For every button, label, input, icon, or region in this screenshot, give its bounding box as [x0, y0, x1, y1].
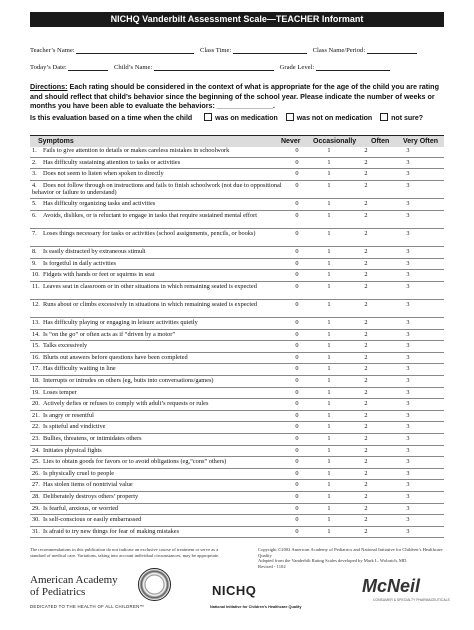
checkbox-icon[interactable]: [380, 113, 388, 121]
symptom-number: 19.: [32, 388, 40, 396]
rating-option[interactable]: 2: [364, 158, 368, 166]
symptom-text: [32, 354, 287, 362]
rating-option[interactable]: 1: [327, 446, 331, 454]
symptom-number: 24.: [32, 446, 40, 454]
on-medication-label: was on medication: [215, 115, 278, 122]
symptom-text: [32, 423, 287, 431]
rating-option[interactable]: 0: [295, 377, 299, 385]
rating-option[interactable]: 1: [327, 377, 331, 385]
table-row: [30, 199, 444, 211]
symptom-description: Blurts out answers before questions have been completed: [43, 353, 188, 361]
rating-option[interactable]: 1: [327, 469, 331, 477]
rating-option[interactable]: 2: [364, 435, 368, 443]
rating-option[interactable]: 2: [364, 353, 368, 361]
teacher-name-label: Teacher’s Name:: [30, 47, 75, 54]
symptom-description: Fidgets with hands or feet or squirms in seat: [43, 271, 155, 279]
rating-option[interactable]: 1: [327, 458, 331, 466]
not-on-medication-label: was not on medication: [296, 115, 373, 122]
rating-option[interactable]: 0: [295, 211, 299, 219]
rating-option[interactable]: 3: [406, 147, 410, 154]
symptom-description: Does not follow through on instructions and fails to finish schoolwork (not due to oppositional behavior or failure to understand): [32, 181, 282, 197]
symptom-number: 1.: [32, 147, 37, 154]
rating-option[interactable]: 0: [295, 365, 299, 373]
rating-option[interactable]: 1: [327, 365, 331, 373]
symptom-number: 8.: [32, 247, 37, 255]
symptom-text: [32, 170, 287, 178]
rating-option[interactable]: 3: [406, 271, 410, 279]
rating-option[interactable]: 0: [295, 493, 299, 500]
rating-option[interactable]: 2: [364, 319, 368, 327]
rating-option[interactable]: 2: [364, 516, 368, 524]
evaluation-question-text: Is this evaluation based on a time when the child: [30, 115, 193, 122]
symptom-number: 6.: [32, 211, 37, 219]
rating-option[interactable]: 1: [327, 504, 331, 512]
symptom-description: Talks excessively: [43, 342, 88, 350]
symptom-description: Is fearful, anxious, or worried: [43, 504, 119, 512]
symptom-number: 30.: [32, 516, 40, 524]
aap-logo: [30, 574, 144, 613]
rating-option[interactable]: 2: [364, 330, 368, 338]
on-medication-option[interactable]: [204, 115, 278, 122]
rating-option[interactable]: 2: [364, 211, 368, 219]
teacher-name-field[interactable]: [76, 46, 194, 54]
symptom-text: [32, 283, 287, 291]
symptom-description: Is “on the go” or often acts as if “driven by a motor”: [43, 330, 176, 338]
rating-option[interactable]: 1: [327, 259, 331, 267]
rating-option[interactable]: 3: [406, 365, 410, 373]
rating-option[interactable]: 2: [364, 229, 368, 237]
table-row: [30, 300, 444, 318]
symptom-description: Has difficulty sustaining attention to tasks or activities: [43, 158, 181, 166]
rating-option[interactable]: 2: [364, 469, 368, 477]
symptom-text: [32, 200, 287, 208]
not-on-medication-option[interactable]: [286, 115, 372, 122]
rating-option[interactable]: 1: [327, 158, 331, 166]
rating-option[interactable]: 3: [406, 388, 410, 396]
rating-option[interactable]: 2: [364, 388, 368, 396]
checkbox-icon[interactable]: [286, 113, 294, 121]
symptom-text: [32, 147, 287, 155]
table-row: [30, 376, 444, 388]
rating-option[interactable]: 1: [327, 170, 331, 178]
symptom-description: Deliberately destroys others’ property: [43, 493, 139, 500]
rating-option[interactable]: 2: [364, 527, 368, 535]
directions-label: Directions:: [30, 82, 68, 91]
symptom-text: [32, 342, 287, 350]
table-row: [30, 282, 444, 300]
rating-option[interactable]: 2: [364, 423, 368, 431]
table-row: [30, 388, 444, 400]
symptom-description: Interrupts or intrudes on others (eg, butts into conversations/games): [43, 377, 214, 385]
symptom-text: [32, 470, 287, 478]
symptom-description: Is angry or resentful: [43, 411, 94, 419]
symptom-text: [32, 435, 287, 443]
rating-option[interactable]: 0: [295, 330, 299, 338]
symptom-number: 13.: [32, 319, 40, 327]
symptom-text: [32, 377, 287, 385]
symptom-number: 4.: [32, 181, 37, 189]
rating-option[interactable]: 2: [364, 282, 368, 290]
rating-option[interactable]: 0: [295, 158, 299, 166]
child-name-field[interactable]: [154, 63, 274, 71]
rating-option[interactable]: 0: [295, 469, 299, 477]
symptom-number: 25.: [32, 458, 40, 466]
rating-option[interactable]: 1: [327, 147, 331, 154]
class-period-field[interactable]: [367, 46, 417, 54]
rating-option[interactable]: 0: [295, 411, 299, 419]
fields-row-1: [30, 46, 444, 54]
symptom-text: [32, 212, 287, 220]
table-row: [30, 181, 444, 199]
symptom-number: 21.: [32, 411, 40, 419]
rating-option[interactable]: 2: [364, 481, 368, 489]
symptom-number: 28.: [32, 493, 40, 500]
symptom-number: 26.: [32, 469, 40, 477]
symptom-number: 23.: [32, 435, 40, 443]
child-name-label: Child’s Name:: [114, 64, 153, 71]
symptom-number: 20.: [32, 400, 40, 408]
rating-option[interactable]: 1: [327, 211, 331, 219]
rating-option[interactable]: 2: [364, 342, 368, 350]
rating-option[interactable]: 1: [327, 493, 331, 500]
rating-option[interactable]: 3: [406, 377, 410, 385]
copyright-text: Copyright ©2002 American Academy of Pediatrics and National Initiative for Children’s Healthcare Quality: [258, 547, 443, 558]
symptom-number: 16.: [32, 353, 40, 361]
rating-option[interactable]: 3: [406, 300, 410, 308]
rating-option[interactable]: 0: [295, 342, 299, 350]
table-row: [30, 146, 444, 158]
rating-option[interactable]: 1: [327, 300, 331, 308]
symptom-text: [32, 493, 287, 501]
todays-date-label: Today’s Date:: [30, 64, 67, 71]
rating-option[interactable]: 0: [295, 481, 299, 489]
rating-option[interactable]: 2: [364, 181, 368, 189]
copyright-block: [258, 547, 446, 569]
symptom-number: 17.: [32, 365, 40, 373]
rating-option[interactable]: 0: [295, 247, 299, 255]
symptom-description: Runs about or climbs excessively in situations in which remaining seated is expected: [43, 300, 258, 308]
table-row: [30, 411, 444, 423]
symptom-text: [32, 230, 287, 238]
header-often: Often: [371, 138, 390, 145]
symptom-text: [32, 182, 287, 197]
symptom-text: [32, 365, 287, 373]
fields-row-2: [30, 63, 444, 71]
rating-option[interactable]: 3: [406, 458, 410, 466]
table-row: [30, 480, 444, 492]
table-row: [30, 330, 444, 342]
aap-line1: American Academy: [30, 574, 118, 586]
rating-option[interactable]: 1: [327, 247, 331, 255]
rating-option[interactable]: 3: [406, 342, 410, 350]
rating-option[interactable]: 3: [406, 411, 410, 419]
directions-text: Each rating should be considered in the context of what is appropriate for the age of the child you are rating and should reflect that child’s behavior since the beginning of the school year. Please indicate the number of weeks or months you have been able to evaluate the behaviors: ______________.: [30, 82, 439, 110]
rating-option[interactable]: 3: [406, 435, 410, 443]
symptom-number: 14.: [32, 330, 40, 338]
nichq-subtitle: National Initiative for Children’s Healthcare Quality: [210, 605, 302, 609]
symptom-description: Leaves seat in classroom or in other situations in which remaining seated is expected: [43, 282, 257, 290]
symptom-description: Is self-conscious or easily embarrassed: [43, 516, 142, 524]
symptom-text: [32, 301, 287, 309]
rating-option[interactable]: 1: [327, 411, 331, 419]
symptom-text: [32, 389, 287, 397]
table-row: [30, 158, 444, 170]
rating-option[interactable]: 2: [364, 504, 368, 512]
symptom-description: Is spiteful and vindictive: [43, 423, 106, 431]
rating-option[interactable]: 2: [364, 446, 368, 454]
rating-option[interactable]: 3: [406, 527, 410, 535]
rating-option[interactable]: 0: [295, 259, 299, 267]
rating-option[interactable]: 1: [327, 229, 331, 237]
symptom-description: Has stolen items of nontrivial value: [43, 481, 133, 489]
rating-option[interactable]: 2: [364, 458, 368, 466]
symptom-text: [32, 481, 287, 489]
rating-option[interactable]: 3: [406, 282, 410, 290]
mcneil-logo: McNeil: [362, 576, 421, 596]
rating-option[interactable]: 2: [364, 300, 368, 308]
rating-option[interactable]: 0: [295, 423, 299, 431]
table-row: [30, 422, 444, 434]
grade-level-label: Grade Level:: [279, 64, 315, 71]
rating-option[interactable]: 3: [406, 259, 410, 267]
nichq-logo: NICHQ: [212, 583, 257, 598]
rating-option[interactable]: 0: [295, 271, 299, 279]
aap-line2: of Pediatrics: [30, 586, 86, 598]
rating-option[interactable]: 2: [364, 147, 368, 154]
rating-option[interactable]: 0: [295, 527, 299, 535]
rating-option[interactable]: 1: [327, 353, 331, 361]
rating-option[interactable]: 0: [295, 319, 299, 327]
evaluation-question: [30, 113, 444, 122]
symptom-description: Lies to obtain goods for favors or to avoid obligations (eg,“cons” others): [43, 458, 227, 466]
symptom-description: Is easily distracted by extraneous stimuli: [43, 247, 146, 255]
symptom-number: 31.: [32, 527, 40, 535]
rating-option[interactable]: 0: [295, 400, 299, 408]
symptom-description: Bullies, threatens, or intimidates others: [43, 435, 142, 443]
rating-option[interactable]: 1: [327, 271, 331, 279]
symptom-text: [32, 516, 287, 524]
symptom-number: 10.: [32, 271, 40, 279]
rating-option[interactable]: 3: [406, 211, 410, 219]
class-time-field[interactable]: [233, 46, 307, 54]
table-row: [30, 353, 444, 365]
rating-option[interactable]: 2: [364, 271, 368, 279]
symptom-number: 12.: [32, 300, 40, 308]
symptom-description: Has difficulty waiting in line: [43, 365, 116, 373]
table-row: [30, 457, 444, 469]
table-row: [30, 469, 444, 481]
symptom-description: Fails to give attention to details or makes careless mistakes in schoolwork: [43, 147, 230, 154]
symptom-description: Actively defies or refuses to comply with adult’s requests or rules: [43, 400, 209, 408]
rating-option[interactable]: 0: [295, 199, 299, 207]
rating-option[interactable]: 2: [364, 247, 368, 255]
table-row: [30, 492, 444, 504]
rating-option[interactable]: 1: [327, 527, 331, 535]
rating-option[interactable]: 1: [327, 181, 331, 189]
rating-option[interactable]: 1: [327, 400, 331, 408]
rating-option[interactable]: 2: [364, 199, 368, 207]
symptom-number: 2.: [32, 158, 37, 166]
not-sure-label: not sure?: [391, 115, 424, 122]
rating-option[interactable]: 3: [406, 170, 410, 178]
symptom-description: Does not seem to listen when spoken to directly: [43, 170, 164, 178]
symptom-text: [32, 319, 287, 327]
symptom-text: [32, 248, 287, 256]
symptom-number: 15.: [32, 342, 40, 350]
rating-option[interactable]: 0: [295, 229, 299, 237]
symptom-text: [32, 528, 287, 536]
header-very-often: Very Often: [403, 138, 439, 145]
symptom-text: [32, 505, 287, 513]
class-period-label: Class Name/Period:: [312, 47, 366, 54]
rating-option[interactable]: 1: [327, 342, 331, 350]
rating-option[interactable]: 0: [295, 181, 299, 189]
symptom-description: Initiates physical fights: [43, 446, 102, 454]
symptom-text: [32, 271, 287, 279]
form-title: NICHQ Vanderbilt Assessment Scale—TEACHER Informant: [30, 12, 444, 27]
table-row: [30, 446, 444, 458]
rating-option[interactable]: 3: [406, 446, 410, 454]
not-sure-option[interactable]: [380, 115, 423, 122]
symptom-text: [32, 447, 287, 455]
symptom-number: 29.: [32, 504, 40, 512]
rating-option[interactable]: 1: [327, 435, 331, 443]
symptom-description: Loses things necessary for tasks or activities (school assignments, pencils, or books): [43, 229, 256, 237]
symptom-number: 18.: [32, 377, 40, 385]
rating-option[interactable]: 3: [406, 423, 410, 431]
symptom-text: [32, 400, 287, 408]
rating-option[interactable]: 0: [295, 446, 299, 454]
rating-option[interactable]: 3: [406, 229, 410, 237]
symptom-description: Avoids, dislikes, or is reluctant to engage in tasks that require sustained mental effort: [43, 211, 257, 219]
rating-option[interactable]: 3: [406, 319, 410, 327]
rating-option[interactable]: 3: [406, 400, 410, 408]
rating-option[interactable]: 3: [406, 493, 410, 500]
aap-seal-icon: [138, 568, 171, 601]
rating-option[interactable]: 2: [364, 400, 368, 408]
adapted-text: Adapted from the Vanderbilt Rating Scales developed by Mark L. Wolraich, MD.: [258, 558, 408, 564]
rating-option[interactable]: 1: [327, 388, 331, 396]
table-row: [30, 211, 444, 229]
rating-option[interactable]: 3: [406, 181, 410, 189]
table-row: [30, 169, 444, 181]
symptom-description: Loses temper: [43, 388, 77, 396]
symptom-number: 5.: [32, 199, 37, 207]
rating-option[interactable]: 0: [295, 353, 299, 361]
header-never: Never: [281, 138, 301, 145]
rating-option[interactable]: 1: [327, 199, 331, 207]
class-time-label: Class Time:: [199, 47, 232, 54]
rating-option[interactable]: 2: [364, 411, 368, 419]
symptom-number: 11.: [32, 282, 40, 290]
symptom-text: [32, 159, 287, 167]
rating-option[interactable]: 3: [406, 469, 410, 477]
table-row: [30, 247, 444, 259]
rating-option[interactable]: 0: [295, 170, 299, 178]
table-row: [30, 318, 444, 330]
rating-option[interactable]: 0: [295, 458, 299, 466]
rating-option[interactable]: 1: [327, 481, 331, 489]
rating-option[interactable]: 0: [295, 435, 299, 443]
rating-option[interactable]: 3: [406, 504, 410, 512]
rating-option[interactable]: 0: [295, 504, 299, 512]
rating-option[interactable]: 1: [327, 319, 331, 327]
table-row: [30, 270, 444, 282]
table-row: [30, 259, 444, 271]
rating-option[interactable]: 0: [295, 516, 299, 524]
rating-option[interactable]: 2: [364, 493, 368, 500]
symptom-description: Is forgetful in daily activities: [43, 259, 116, 267]
table-row: [30, 527, 444, 539]
table-row: [30, 434, 444, 446]
rating-option[interactable]: 3: [406, 353, 410, 361]
symptom-description: Is afraid to try new things for fear of making mistakes: [43, 527, 180, 535]
symptom-number: 9.: [32, 259, 37, 267]
rating-option[interactable]: 3: [406, 199, 410, 207]
header-symptoms: Symptoms: [38, 138, 74, 145]
table-row: [30, 504, 444, 516]
rating-option[interactable]: 3: [406, 516, 410, 524]
rating-option[interactable]: 2: [364, 365, 368, 373]
symptom-description: Has difficulty playing or engaging in leisure activities quietly: [43, 319, 198, 327]
symptom-description: Has difficulty organizing tasks and activities: [43, 199, 156, 207]
rating-option[interactable]: 0: [295, 388, 299, 396]
symptom-number: 3.: [32, 170, 37, 178]
rating-option[interactable]: 0: [295, 300, 299, 308]
directions: [30, 82, 444, 111]
rating-option[interactable]: 3: [406, 330, 410, 338]
symptom-number: 22.: [32, 423, 40, 431]
rating-option[interactable]: 1: [327, 282, 331, 290]
table-row: [30, 341, 444, 353]
rating-option[interactable]: 0: [295, 147, 299, 154]
table-row: [30, 515, 444, 527]
rating-option[interactable]: 2: [364, 259, 368, 267]
mcneil-subtitle: CONSUMER & SPECIALTY PHARMACEUTICALS: [373, 598, 450, 602]
revised-text: Revised - 1102: [258, 563, 286, 569]
symptom-text: [32, 331, 287, 339]
rating-option[interactable]: 3: [406, 158, 410, 166]
aap-tagline: DEDICATED TO THE HEALTH OF ALL CHILDREN™: [30, 604, 145, 609]
todays-date-field[interactable]: [68, 63, 108, 71]
symptom-description: Is physically cruel to people: [43, 469, 114, 477]
rating-option[interactable]: 2: [364, 170, 368, 178]
table-row: [30, 364, 444, 376]
symptom-number: 27.: [32, 481, 40, 489]
symptom-text: [32, 412, 287, 420]
rating-option[interactable]: 2: [364, 377, 368, 385]
symptom-text: [32, 260, 287, 268]
table-row: [30, 399, 444, 411]
checkbox-icon[interactable]: [204, 113, 212, 121]
rating-option[interactable]: 0: [295, 282, 299, 290]
rating-option[interactable]: 1: [327, 423, 331, 431]
table-row: [30, 229, 444, 247]
disclaimer: The recommendations in this publication do not indicate an exclusive course of treatment or serve as a standard of medical care. Variations, taking into account individual circumstances, may be appropriate.: [30, 547, 220, 558]
grade-level-field[interactable]: [316, 63, 390, 71]
symptom-text: [32, 458, 287, 466]
symptom-number: 7.: [32, 229, 37, 237]
rating-option[interactable]: 1: [327, 516, 331, 524]
rating-option[interactable]: 1: [327, 330, 331, 338]
rating-option[interactable]: 3: [406, 247, 410, 255]
header-occasionally: Occasionally: [313, 138, 357, 145]
rating-option[interactable]: 3: [406, 481, 410, 489]
symptom-table: [30, 146, 444, 538]
